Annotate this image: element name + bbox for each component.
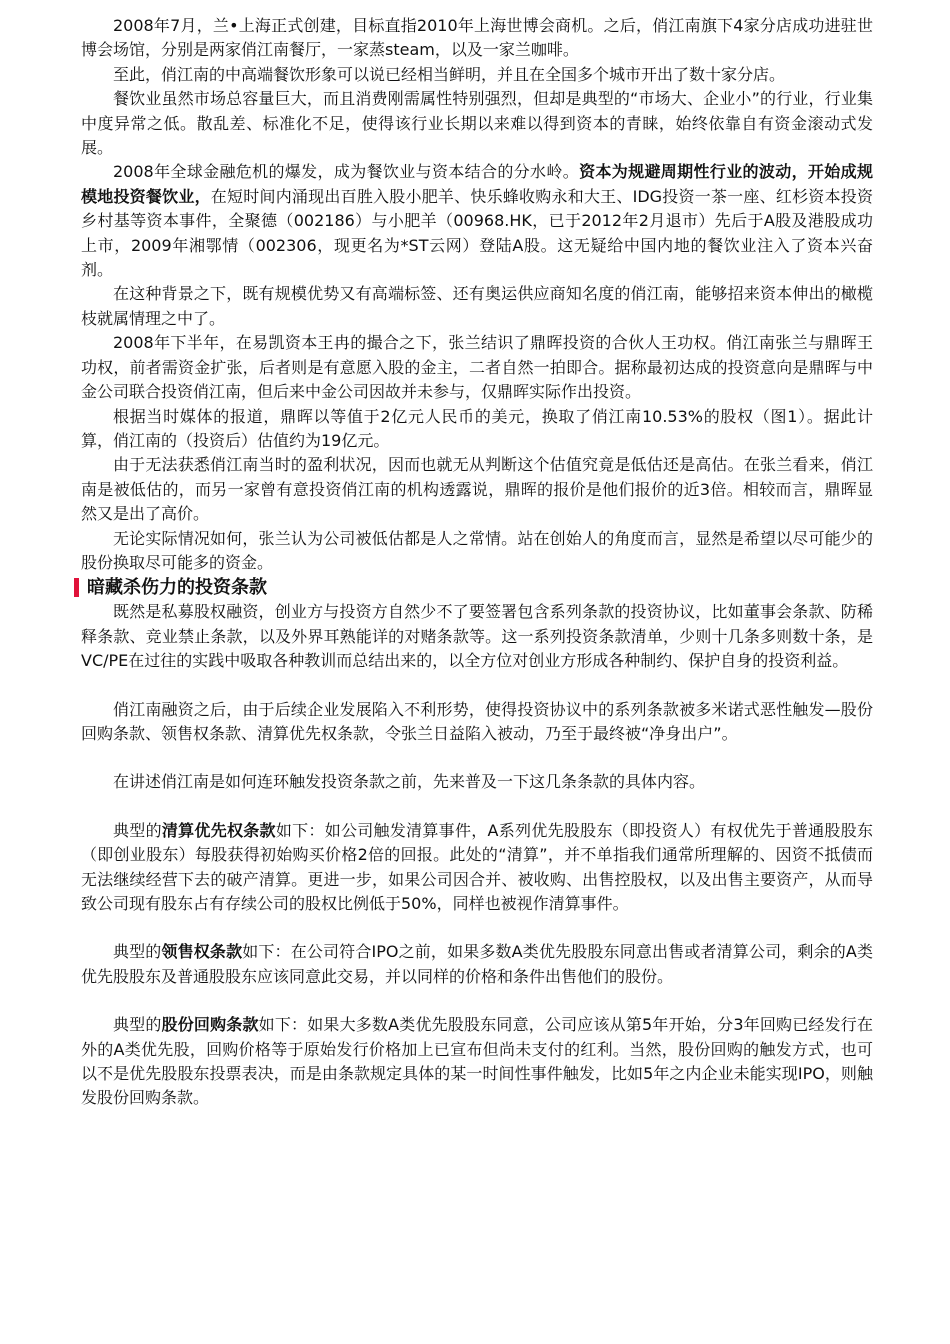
text: 典型的 bbox=[113, 820, 162, 840]
bold-text: 领售权条款 bbox=[161, 942, 243, 962]
paragraph-capital bbox=[81, 160, 873, 282]
paragraph: 2008年7月，兰•上海正式创建，目标直指2010年上海世博会商机。之后，俏江南旗下4家分店成功进驻世博会场馆，分别是两家俏江南餐厅，一家蒸steam，以及一家兰咖啡。 bbox=[81, 16, 873, 60]
section-title-text: 暗藏杀伤力的投资条款 bbox=[87, 577, 267, 599]
text: 在短时间内涌现出百胜入股小肥羊、快乐蜂收购永和大王、IDG投资一茶一座、红杉资本投资乡村基等资本事件，全聚德（002186）与小肥羊（00968.HK，已于2012年2月退市）先后于A股及港股成功上市，2009年湘鄂情（002306，现更名为*ST云网）登陆A股。这无疑给中国内地的餐饮业注入了资本兴奋剂。 bbox=[81, 186, 873, 280]
bold-text: 股份回购条款 bbox=[161, 1015, 259, 1035]
paragraph: 既然是私募股权融资，创业方与投资方自然少不了要签署包含系列条款的投资协议，比如董事会条款、防稀释条款、竞业禁止条款，以及外界耳熟能详的对赌条款等。这一系列投资条款清单，少则十几条多则数十条，是VC/PE在过往的实践中吸取各种教训而总结出来的，以全方位对创业方形成各种制约、保护自身的投资利益。 bbox=[81, 602, 873, 671]
paragraph: 俏江南融资之后，由于后续企业发展陷入不利形势，使得投资协议中的系列条款被多米诺式恶性触发—股份回购条款、领售权条款、清算优先权条款，令张兰日益陷入被动，乃至于最终被“净身出户”。 bbox=[81, 699, 873, 743]
text: 2008年全球金融危机的爆发，成为餐饮业与资本结合的分水岭。 bbox=[113, 162, 580, 182]
paragraph: 2008年下半年，在易凯资本王冉的撮合之下，张兰结识了鼎晖投资的合伙人王功权。俏江南张兰与鼎晖王功权，前者需资金扩张，后者则是有意愿入股的金主，二者自然一拍即合。据称最初达成的投资意向是鼎晖与中金公司联合投资俏江南，但后来中金公司因故并未参与，仅鼎晖实际作出投资。 bbox=[81, 333, 873, 402]
paragraph-liquidation-clause bbox=[81, 819, 873, 917]
text: 如下：在公司符合IPO之前，如果多数A类优先股股东同意出售或者清算公司，剩余的A类优先股股东及普通股股东应该同意此交易，并以同样的价格和条件出售他们的股份。 bbox=[81, 942, 873, 986]
paragraph: 在讲述俏江南是如何连环触发投资条款之前，先来普及一下这几条条款的具体内容。 bbox=[113, 772, 706, 792]
paragraph: 根据当时媒体的报道，鼎晖以等值于2亿元人民币的美元，换取了俏江南10.53%的股权（图1）。据此计算，俏江南的（投资后）估值约为19亿元。 bbox=[81, 406, 873, 450]
paragraph: 在这种背景之下，既有规模优势又有高端标签、还有奥运供应商知名度的俏江南，能够招来资本伸出的橄榄枝就属情理之中了。 bbox=[81, 284, 873, 328]
bold-text: 资本为规避周期性行业的波动，开始成规模地投资餐饮业， bbox=[81, 162, 873, 206]
paragraph: 至此，俏江南的中高端餐饮形象可以说已经相当鲜明，并且在全国多个城市开出了数十家分店。 bbox=[113, 64, 786, 84]
paragraph: 无论实际情况如何，张兰认为公司被低估都是人之常情。站在创始人的角度而言，显然是希望以尽可能少的股份换取尽可能多的资金。 bbox=[81, 528, 873, 572]
paragraph-drag-along-clause bbox=[81, 940, 873, 989]
text: 典型的 bbox=[113, 942, 162, 962]
bold-text: 清算优先权条款 bbox=[161, 820, 276, 840]
section-bar-icon bbox=[74, 578, 79, 597]
paragraph: 由于无法获悉俏江南当时的盈利状况，因而也就无从判断这个估值究竟是低估还是高估。在张兰看来，俏江南是被低估的，而另一家曾有意投资俏江南的机构透露说，鼎晖的报价是他们报价的近3倍。相较而言，鼎晖显然又是出了高价。 bbox=[81, 455, 873, 524]
section-title bbox=[81, 575, 873, 600]
article-body bbox=[81, 14, 873, 1111]
text: 如下：如果大多数A类优先股股东同意，公司应该从第5年开始，分3年回购已经发行在外的A类优先股，回购价格等于原始发行价格加上已宣布但尚未支付的红利。当然，股份回购的触发方式，也可以不是优先股股东投票表决，而是由条款规定具体的某一时间性事件触发，比如5年之内企业未能实现IPO，则触发股份回购条款。 bbox=[81, 1015, 873, 1108]
text: 如下：如公司触发清算事件，A系列优先股股东（即投资人）有权优先于普通股股东（即创业股东）每股获得初始购买价格2倍的回报。此处的“清算”，并不单指我们通常所理解的、因资不抵债而无法继续经营下去的破产清算。更进一步，如果公司因合并、被收购、出售控股权，以及出售主要资产，从而导致公司现有股东占有存续公司的股权比例低于50%，同样也被视作清算事件。 bbox=[81, 820, 873, 913]
paragraph: 餐饮业虽然市场总容量巨大，而且消费刚需属性特别强烈，但却是典型的“市场大、企业小”的行业，行业集中度异常之低。散乱差、标准化不足，使得该行业长期以来难以得到资本的青睐，始终依靠自有资金滚动式发展。 bbox=[81, 89, 873, 158]
text: 典型的 bbox=[113, 1015, 162, 1035]
paragraph-redemption-clause bbox=[81, 1013, 873, 1111]
